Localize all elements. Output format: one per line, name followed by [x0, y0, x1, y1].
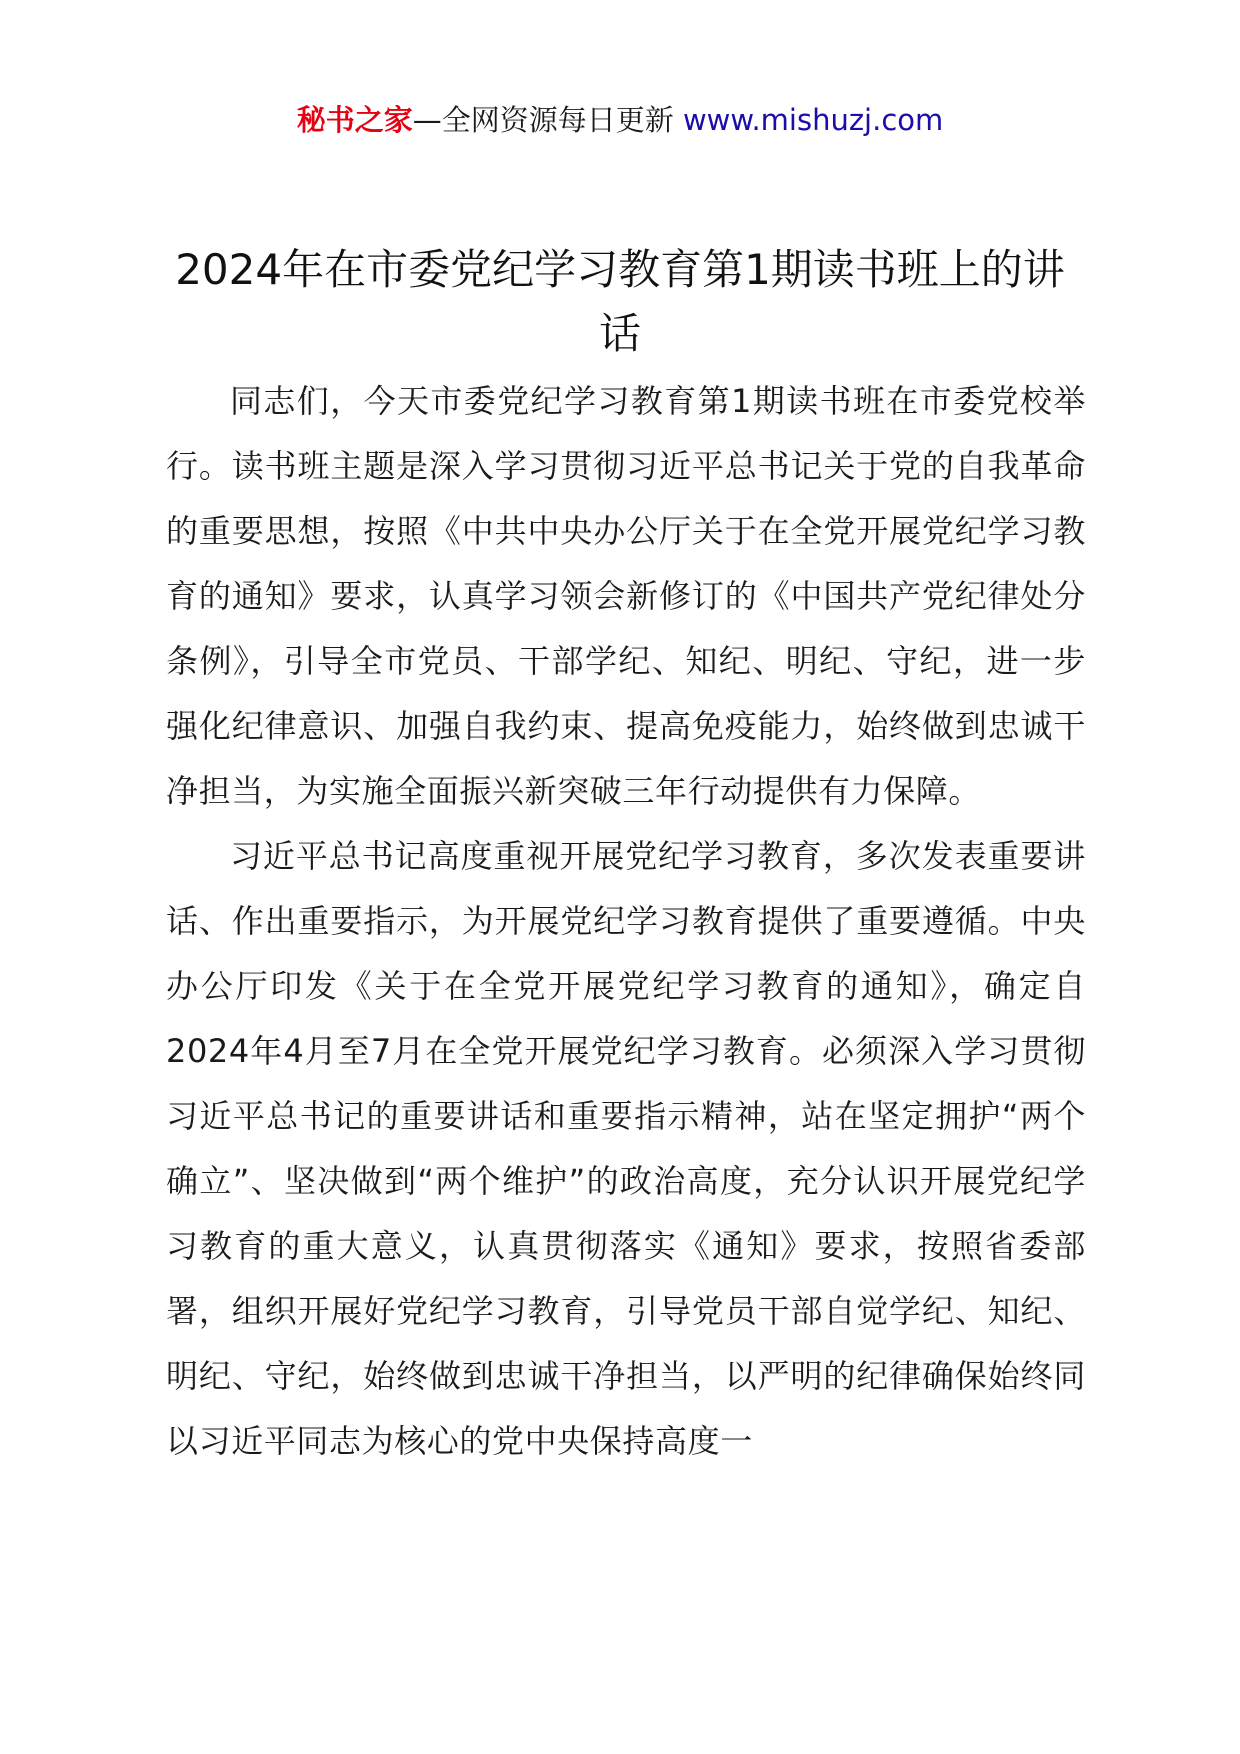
site-tagline: —全网资源每日更新: [412, 103, 683, 137]
site-header: [0, 100, 1240, 140]
paragraph-2: 习近平总书记高度重视开展党纪学习教育，多次发表重要讲话、作出重要指示，为开展党纪学习教育提供了重要遵循。中央办公厅印发《关于在全党开展党纪学习教育的通知》，确定自2024年4月至7月在全党开展党纪学习教育。必须深入学习贯彻习近平总书记的重要讲话和重要指示精神，站在坚定拥护“两个确立”、坚决做到“两个维护”的政治高度，充分认识开展党纪学习教育的重大意义，认真贯彻落实《通知》要求，按照省委部署，组织开展好党纪学习教育，引导党员干部自觉学纪、知纪、明纪、守纪，始终做到忠诚干净担当，以严明的纪律确保始终同以习近平同志为核心的党中央保持高度一: [166, 837, 1086, 1460]
site-url-link[interactable]: www.mishuzj.com: [682, 103, 944, 137]
paragraph-1: 同志们，今天市委党纪学习教育第1期读书班在市委党校举行。读书班主题是深入学习贯彻习近平总书记关于党的自我革命的重要思想，按照《中共中央办公厅关于在全党开展党纪学习教育的通知》要求，认真学习领会新修订的《中国共产党纪律处分条例》，引导全市党员、干部学纪、知纪、明纪、守纪，进一步强化纪律意识、加强自我约束、提高免疫能力，始终做到忠诚干净担当，为实施全面振兴新突破三年行动提供有力保障。: [166, 382, 1086, 810]
site-brand: 秘书之家: [296, 103, 413, 137]
document-body: [166, 369, 1086, 1474]
document-title: 2024年在市委党纪学习教育第1期读书班上的讲话: [175, 245, 1065, 358]
